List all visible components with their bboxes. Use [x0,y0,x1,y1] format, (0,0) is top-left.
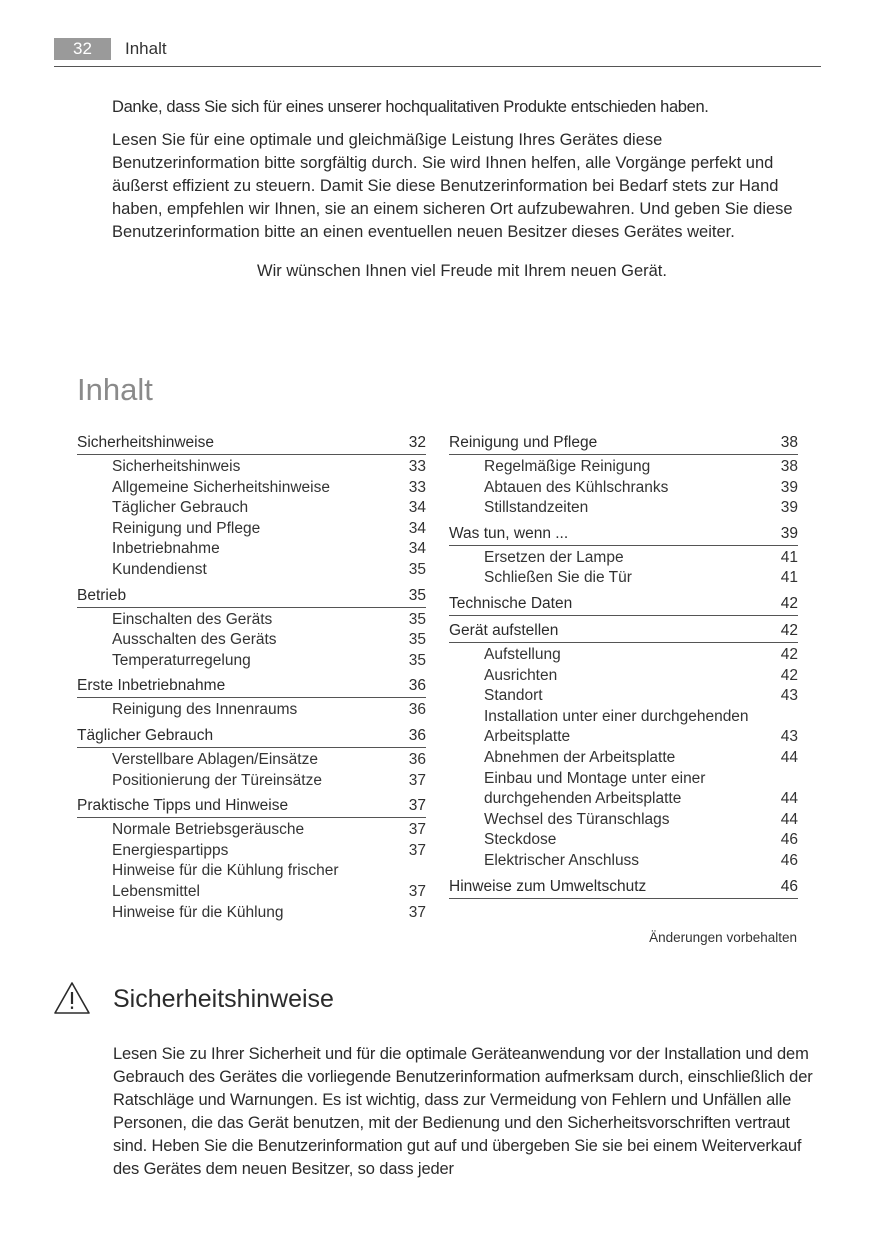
toc-entry-label: Inbetriebnahme [112,540,220,558]
toc-section-entries [77,457,426,581]
toc-entry[interactable] [112,771,426,792]
toc-entry[interactable] [484,548,798,569]
toc-entry-label: Einbau und Montage unter einer durchgehenden Arbeitsplatte [484,769,706,808]
toc-entry-page: 39 [780,499,798,517]
toc-entry[interactable] [112,457,426,478]
toc-entry-label: Abnehmen der Arbeitsplatte [484,748,676,766]
toc-section-title: Reinigung und Pflege [449,434,598,451]
toc-entry-label: Installation unter einer durchgehenden Arbeitsplatte [484,707,749,746]
toc-entry[interactable] [112,903,426,924]
toc-entry[interactable] [112,750,426,771]
toc-entry[interactable] [112,539,426,560]
toc-entry-label: Einschalten des Geräts [112,610,273,628]
toc-entry[interactable] [484,830,798,851]
safety-title: Sicherheitshinweise [113,985,334,1013]
toc-entry-label: Hinweise für die Kühlung frischer Lebensmittel [112,862,339,900]
toc-entry[interactable] [484,748,798,769]
toc-entry-page: 42 [780,666,798,684]
toc-section-heading[interactable] [77,795,426,818]
toc-section-heading[interactable] [449,432,798,455]
toc-entry-label: Reinigung des Innenraums [112,701,298,719]
toc-entry[interactable] [112,651,426,672]
toc-entry-page: 43 [780,687,798,705]
toc-entry[interactable] [112,630,426,651]
intro-paragraph: Lesen Sie für eine optimale und gleichmäßige Leistung Ihres Gerätes diese Benutzerinformation bitte sorgfältig durch. Sie wird Ihnen helfen, alle Vorgänge perfekt und äußerst effizient zu steuern. Damit Sie diese Benutzerinformation bei Bedarf stets zur Hand haben, empfehlen wir Ihnen, sie an einem sicheren Ort aufzubewahren. Und geben Sie diese Benutzerinformation bitte an einen eventuellen neuen Besitzer dieses Gerätes weiter. [112,131,793,241]
toc-section-title: Was tun, wenn ... [449,524,569,542]
toc-entry-page: 41 [780,569,798,587]
toc-entry-page: 34 [408,519,426,537]
toc-entry-label: Wechsel des Türanschlags [484,810,670,828]
toc-section-page: 42 [780,621,798,639]
toc-entry-label: Hinweise für die Kühlung [112,903,284,921]
toc-section-entries [449,645,798,872]
toc-section-heading[interactable] [449,593,798,616]
toc-entry-label: Ersetzen der Lampe [484,548,624,566]
toc-section-title: Praktische Tipps und Hinweise [77,797,289,815]
toc-entry-label: Energiespartipps [112,841,229,859]
toc-entry-label: Sicherheitshinweis [112,458,241,475]
toc-entry-label: Allgemeine Sicherheitshinweise [112,478,330,496]
toc-entry[interactable] [484,457,798,478]
toc-entry-page: 43 [780,728,798,746]
toc-entry-page: 35 [408,560,426,578]
toc-entry[interactable] [484,478,798,499]
warning-triangle-icon [52,980,92,1016]
intro-wish: Wir wünschen Ihnen viel Freude mit Ihrem neuen Gerät. [257,262,667,280]
toc-entry-page: 34 [408,499,426,517]
safety-text: Lesen Sie zu Ihrer Sicherheit und für die optimale Geräteanwendung vor der Installation und dem Gebrauch des Gerätes die vorliegende Benutzerinformation aufmerksam durch, einschließlich der Ratschläge und Warnungen. Es ist wichtig, dass zur Vermeidung von Fehlern und Unfällen alle Personen, die das Gerät benutzen, mit der Bedienung und den Sicherheitsvorschriften vertraut sind. Heben Sie die Benutzerinformation gut auf und übergeben Sie sie bei einem Weiterverkauf des Gerätes dem neuen Besitzer, so dass jeder [113,1045,813,1178]
toc-entry-label: Standort [484,687,543,705]
page-header [54,38,821,67]
toc-section-heading[interactable] [77,432,426,455]
toc-entry-page: 34 [408,540,426,558]
toc-entry[interactable] [112,560,426,581]
toc-entry-page: 42 [780,645,798,663]
toc-entry-label: Kundendienst [112,560,207,578]
toc-section-page: 42 [780,594,798,612]
toc-entry-page: 44 [780,748,798,766]
toc-entry-label: Steckdose [484,831,557,849]
toc-left-column [77,432,426,927]
toc-entry[interactable] [112,519,426,540]
toc-entry-page: 36 [408,701,426,719]
toc-entry-label: Täglicher Gebrauch [112,499,249,517]
toc-entry-page: 46 [780,831,798,849]
toc-entry-label: Regelmäßige Reinigung [484,458,651,475]
toc-entry-page: 46 [780,851,798,869]
toc-entry[interactable] [484,568,798,589]
toc-entry[interactable] [484,810,798,831]
toc-entry-label: Abtauen des Kühlschranks [484,478,669,496]
toc-section-title: Erste Inbetriebnahme [77,677,226,695]
toc-entry-page: 41 [780,548,798,566]
toc-section-title: Gerät aufstellen [449,621,559,639]
toc-entry[interactable] [484,769,798,810]
toc-section-heading[interactable] [77,725,426,748]
toc-section-entries [449,457,798,519]
toc-entry-page: 44 [780,810,798,828]
toc-entry[interactable] [112,478,426,499]
toc-entry-page: 37 [408,903,426,921]
toc-entry-label: Reinigung und Pflege [112,519,261,537]
toc-entry[interactable] [484,645,798,666]
toc-entry[interactable] [484,498,798,519]
toc-section-title: Betrieb [77,586,127,604]
toc-entry-label: Schließen Sie die Tür [484,569,632,587]
toc-entry[interactable] [112,841,426,862]
toc-entry-page: 37 [408,821,426,839]
toc-entry-page: 37 [408,771,426,789]
toc-section-heading[interactable] [77,585,426,608]
header-title: Inhalt [125,39,167,58]
toc-entry-page: 37 [408,882,426,900]
toc-section-entries [77,700,426,721]
toc-section-page: 38 [780,434,798,451]
toc-section-page: 36 [408,677,426,695]
toc-section-page: 39 [780,524,798,542]
toc-section-title: Technische Daten [449,594,573,612]
intro-thanks: Danke, dass Sie sich für eines unserer hochqualitativen Produkte entschieden haben. [112,98,709,116]
toc-entry[interactable] [112,700,426,721]
toc-entry[interactable] [112,861,426,902]
changes-note: Änderungen vorbehalten [649,930,797,945]
toc-right-column [449,432,798,903]
toc-entry[interactable] [112,610,426,631]
toc-entry-label: Ausschalten des Geräts [112,631,277,649]
toc-entry-page: 33 [408,478,426,496]
toc-entry-page: 35 [408,610,426,628]
toc-entry-page: 35 [408,651,426,669]
toc-section-entries [77,750,426,791]
toc-section-entries [449,548,798,589]
toc-entry-label: Verstellbare Ablagen/Einsätze [112,750,318,768]
toc-section-entries [77,820,426,923]
toc-entry-label: Aufstellung [484,645,561,663]
toc-entry-label: Stillstandzeiten [484,499,589,517]
toc-section-heading[interactable] [77,675,426,698]
toc-entry-page: 33 [408,458,426,475]
toc-section-page: 32 [408,434,426,451]
intro-section [112,96,812,293]
toc-entry-label: Elektrischer Anschluss [484,851,640,869]
toc-title: Inhalt [77,372,153,407]
page-number: 32 [54,38,111,60]
toc-section-title: Täglicher Gebrauch [77,726,214,744]
toc-section-title: Sicherheitshinweise [77,434,214,451]
toc-section-page: 35 [408,586,426,604]
toc-entry-page: 35 [408,631,426,649]
toc-section-page: 46 [780,877,798,895]
toc-entry[interactable] [484,686,798,707]
toc-section-heading[interactable] [449,876,798,899]
toc-section-heading[interactable] [449,523,798,546]
toc-entry-label: Positionierung der Türeinsätze [112,771,322,789]
toc-section-page: 36 [408,726,426,744]
toc-section-entries [77,610,426,672]
toc-entry-label: Temperaturregelung [112,651,251,669]
toc-entry-label: Ausrichten [484,666,558,684]
toc-entry-page: 44 [780,790,798,808]
toc-entry[interactable] [484,707,798,748]
toc-entry-page: 37 [408,841,426,859]
toc-entry[interactable] [112,820,426,841]
toc-entry-page: 36 [408,750,426,768]
toc-section-title: Hinweise zum Umweltschutz [449,877,647,895]
toc-entry[interactable] [484,851,798,872]
toc-section-page: 37 [408,797,426,815]
toc-entry[interactable] [112,498,426,519]
toc-section-heading[interactable] [449,620,798,643]
toc-entry-page: 38 [780,458,798,475]
toc-entry[interactable] [484,666,798,687]
toc-entry-label: Normale Betriebsgeräusche [112,821,305,839]
toc-entry-page: 39 [780,478,798,496]
